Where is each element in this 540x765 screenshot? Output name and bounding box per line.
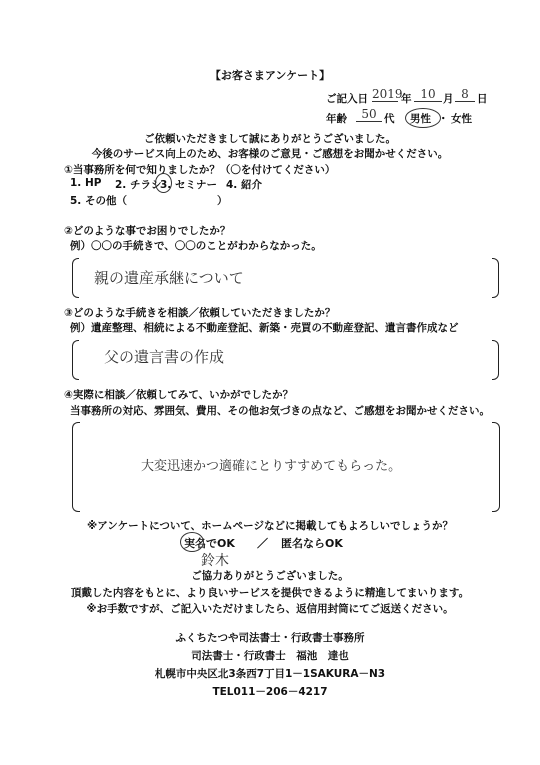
closing-thanks: ご協力ありがとうございました。 [191, 570, 349, 582]
office-name: ふくちたつや司法書士・行政書士事務所 [175, 632, 365, 644]
q1-option-hp: 1. HP [70, 177, 102, 189]
consent-signature: 鈴木 [201, 553, 229, 569]
q4-bracket-right [492, 422, 500, 512]
q1-option-other: 5. その他（ [70, 195, 127, 207]
date-label: ご記入日 [326, 93, 368, 105]
q1-option-flyer: 2. チラシ [115, 179, 162, 191]
q1-option-seminar-label: 3. セミナー [160, 179, 217, 191]
q1-other-close: ） [217, 195, 228, 207]
q1-option-seminar [160, 177, 217, 192]
q4-bracket-left [72, 422, 80, 512]
day-value: 8 [455, 87, 475, 102]
month-value: 10 [414, 87, 442, 102]
year-value: 2019 [372, 87, 403, 101]
q2-bracket-right [492, 258, 499, 298]
real-name-circle-mark [180, 532, 204, 552]
q1-option-referral: 4. 紹介 [226, 179, 262, 191]
consent-question: ※アンケートについて、ホームページなどに掲載してもよろしいでしょうか？ [87, 520, 453, 532]
seminar-circle-mark [155, 173, 172, 193]
page-title: 【お客さまアンケート】 [209, 69, 331, 82]
q2-question: ②どのような事でお困りでしたか？ [64, 225, 231, 237]
gender-male [410, 111, 431, 126]
consent-separator: ／ [257, 537, 268, 550]
intro-line-1: ご依頼いただきまして誠にありがとうございました。 [144, 133, 396, 145]
q2-answer: 親の遺産承継について [94, 269, 244, 287]
office-person: 司法書士・行政書士 福池 達也 [191, 650, 349, 662]
q3-bracket-right [492, 340, 499, 380]
gender-male-label: 男性 [410, 113, 431, 125]
q3-answer: 父の遺言書の作成 [104, 348, 225, 366]
q3-example: 例）遺産整理、相続による不動産登記、新築・売買の不動産登記、遺言書作成など [70, 322, 459, 334]
q4-answer: 大変迅速かつ適確にとりすすめてもらった。 [141, 459, 402, 474]
gender-female: 女性 [451, 113, 472, 125]
age-value: 50 [356, 107, 382, 122]
q2-example: 例）〇〇の手続きで、〇〇のことがわからなかった。 [70, 240, 322, 252]
closing-line-2: ※お手数ですが、ご記入いただけましたら、返信用封筒にてご返送ください。 [86, 603, 454, 615]
month-unit: 月 [443, 93, 454, 105]
gender-separator: ・ [438, 113, 449, 125]
closing-line-1: 頂戴した内容をもとに、より良いサービスを提供できるように精進してまいります。 [70, 587, 470, 599]
office-address: 札幌市中央区北3条西7丁目1－1SAKURA－N3 [154, 668, 386, 680]
consent-real-name [184, 535, 235, 551]
gender-circle-mark [405, 108, 441, 128]
year-unit: 年 [401, 93, 412, 105]
q1-question: ①当事務所を何で知りましたか？（〇を付けてください） [64, 164, 336, 176]
q2-bracket-left [72, 258, 79, 298]
q4-prompt: 当事務所の対応、雰囲気、費用、その他お気づきの点など、ご感想をお聞かせください。 [70, 405, 490, 417]
consent-anonymous: 匿名ならOK [281, 537, 343, 550]
office-tel: TEL011－206－4217 [212, 686, 328, 698]
intro-line-2: 今後のサービス向上のため、お客様のご意見・ご感想をお聞かせください。 [91, 148, 449, 160]
q3-question: ③どのような手続きを相談／依頼していただきましたか？ [64, 307, 336, 319]
consent-real-name-label: 実名でOK [184, 537, 235, 550]
day-unit: 日 [477, 93, 488, 105]
q3-bracket-left [72, 340, 79, 380]
q4-question: ④実際に相談／依頼してみて、いかがでしたか？ [64, 389, 294, 401]
age-unit: 代 [384, 113, 395, 125]
age-label: 年齢 [326, 113, 347, 125]
